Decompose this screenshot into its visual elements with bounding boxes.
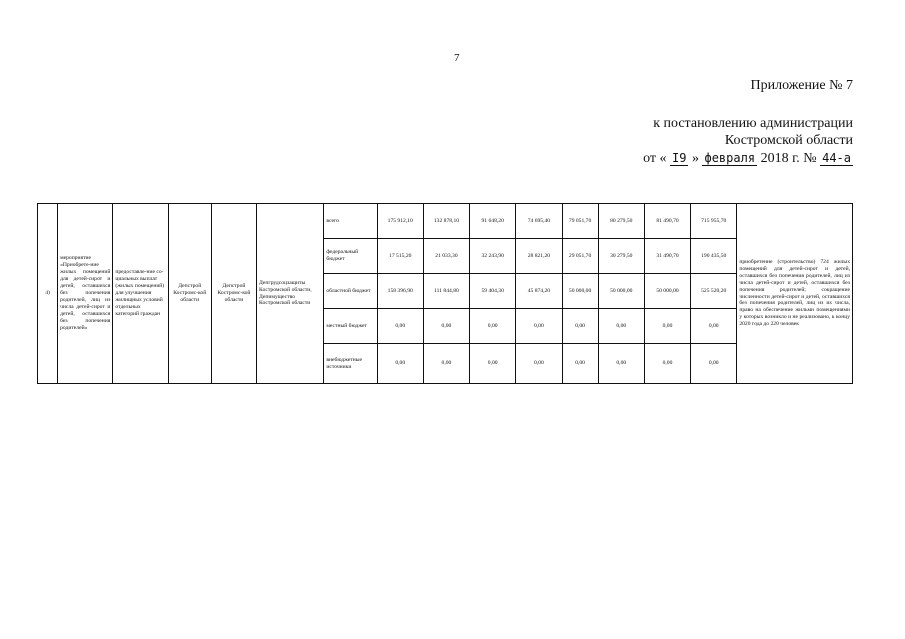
value-cell: 0,00: [516, 344, 562, 384]
value-cell: 0,00: [423, 344, 469, 384]
value-cell: 0,00: [377, 309, 423, 344]
value-cell: 50 000,00: [562, 274, 598, 309]
value-cell: 111 844,80: [423, 274, 469, 309]
event-cell: мероприятие «Приобрете-ние жилых помещений для детей-сирот и детей, оставшихся без попечения родителей, лиц из числа детей-сирот и детей, оставшихся без попечения родителей»: [58, 204, 113, 384]
resolution-line1: к постановлению администрации: [653, 116, 853, 131]
date-prefix: от «: [643, 151, 667, 166]
value-cell: 80 279,50: [598, 204, 644, 239]
source-cell: местный бюджет: [324, 309, 377, 344]
value-cell: 175 912,10: [377, 204, 423, 239]
value-cell: 45 874,20: [516, 274, 562, 309]
resolution-date-line: [643, 151, 853, 167]
total-cell: 0,00: [691, 344, 737, 384]
value-cell: 0,00: [377, 344, 423, 384]
value-cell: 21 033,30: [423, 239, 469, 274]
appendix-title: Приложение № 7: [750, 78, 853, 93]
resolution-number: 44-а: [822, 151, 851, 165]
value-cell: 0,00: [644, 309, 690, 344]
source-cell: всего: [324, 204, 377, 239]
total-cell: 525 520,20: [691, 274, 737, 309]
value-cell: 158 396,90: [377, 274, 423, 309]
value-cell: 59 404,30: [470, 274, 516, 309]
value-cell: 79 051,70: [562, 204, 598, 239]
value-cell: 81 490,70: [644, 204, 690, 239]
date-day: I9: [672, 151, 687, 165]
value-cell: 0,00: [644, 344, 690, 384]
purpose-cell: предоставле-ние со-циальных выплат (жилых помещений) для улучшения жилищных условий отдельных категорий граждан: [113, 204, 168, 384]
value-cell: 74 695,40: [516, 204, 562, 239]
value-cell: 132 878,10: [423, 204, 469, 239]
source-cell: областной бюджет: [324, 274, 377, 309]
date-year: 2018 г. №: [760, 151, 817, 166]
value-cell: 0,00: [562, 344, 598, 384]
program-table: [37, 203, 853, 384]
resolution-line2: Костромской области: [724, 133, 853, 148]
value-cell: 91 648,20: [470, 204, 516, 239]
result-cell: приобретение (строительство) 724 жилых помещений для детей-сирот и детей, оставшихся без попечения родителей, лиц из числа детей-сирот и детей, оставшихся без попечения родителей; сокращение численности детей-сирот и детей, оставшихся без попечения родителей, лиц из их числа, право на обеспечение жильми помещениями у которых возникло и не реализовано, к концу 2020 года до 220 человек: [737, 204, 853, 384]
source-cell: внебюджетные источники: [324, 344, 377, 384]
value-cell: 0,00: [423, 309, 469, 344]
co-executor-cell: Депстрой Костромс-кой области: [211, 204, 256, 384]
value-cell: 28 821,20: [516, 239, 562, 274]
value-cell: 0,00: [516, 309, 562, 344]
value-cell: 17 515,20: [377, 239, 423, 274]
value-cell: 29 051,70: [562, 239, 598, 274]
table-row: [38, 204, 853, 239]
value-cell: 32 243,90: [470, 239, 516, 274]
page-number: 7: [454, 52, 460, 64]
value-cell: 0,00: [562, 309, 598, 344]
value-cell: 0,00: [470, 309, 516, 344]
date-mid: »: [691, 151, 699, 166]
source-cell: федеральный бюджет: [324, 239, 377, 274]
value-cell: 50 000,00: [644, 274, 690, 309]
participants-cell: Депгрудсоцзащиты Костромской области, Депимущество Костромской области: [257, 204, 324, 384]
value-cell: 0,00: [598, 344, 644, 384]
total-cell: 0,00: [691, 309, 737, 344]
executor-cell: Депстрой Костромс-кой области: [168, 204, 211, 384]
date-month: февраля: [704, 151, 756, 165]
total-cell: 715 955,70: [691, 204, 737, 239]
value-cell: 0,00: [598, 309, 644, 344]
row-index: 4): [38, 204, 58, 384]
value-cell: 30 279,50: [598, 239, 644, 274]
total-cell: 190 435,50: [691, 239, 737, 274]
value-cell: 50 000,00: [598, 274, 644, 309]
value-cell: 0,00: [470, 344, 516, 384]
value-cell: 31 490,70: [644, 239, 690, 274]
